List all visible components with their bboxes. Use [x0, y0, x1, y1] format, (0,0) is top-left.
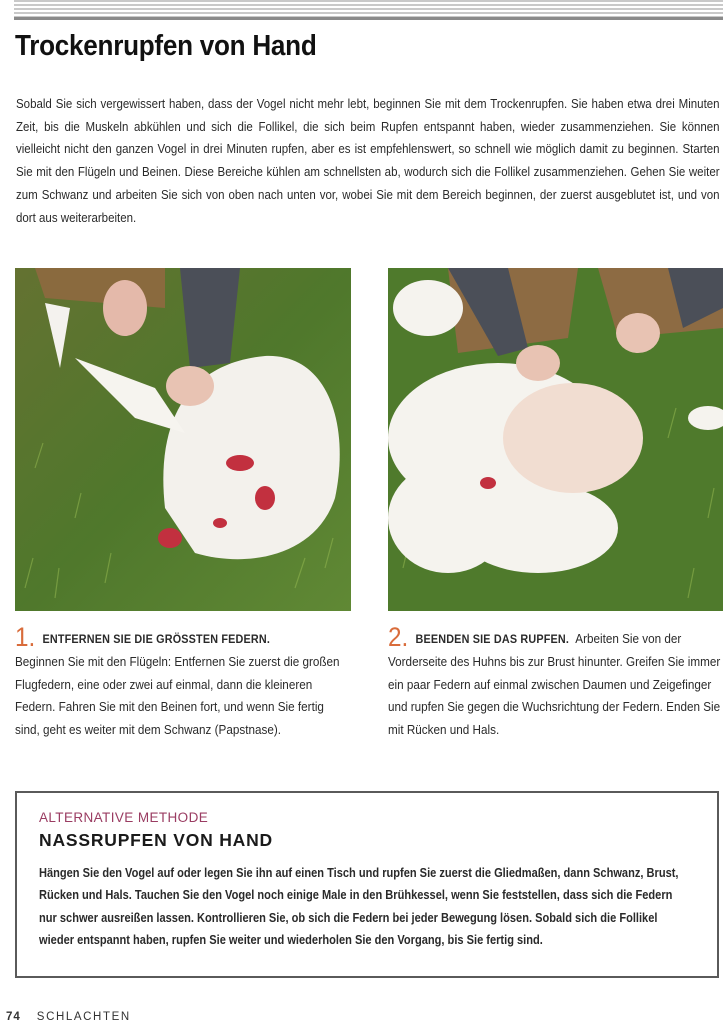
box-text: Hängen Sie den Vogel auf oder legen Sie ihn auf einen Tisch und rupfen Sie zuerst die Gliedmaßen, dann Schwanz, Brust, Rücken und Hals. Tauchen Sie den Vogel noch einige Male in den Brühkessel, wenn Sie feststellen, dass sich die Federn nur schwer ausreißen lassen. Kontrollieren Sie, ob sich die Federn bei jeder Bewegung lösen. Sobald sich die Follikel wieder entspannt haben, rupfen Sie weiter und wiederholen Sie den Vorgang, bis Sie fertig sind. — [39, 866, 679, 948]
intro-paragraph: Sobald Sie sich vergewissert haben, dass der Vogel nicht mehr lebt, beginnen Sie mit dem Trockenrupfen. Sie haben etwa drei Minuten Zeit, bis die Muskeln abkühlen und sich die Follikel, die sich beim Rupfen entspannt haben, wieder zusammenziehen. Sie können vielleicht nicht den ganzen Vogel in drei Minuten rupfen, aber es ist empfehlenswert, so schnell wie möglich damit zu beginnen. Starten Sie mit den Flügeln und Beinen. Diese Bereiche kühlen am schnellsten ab, wodurch sich die Follikel zusammenziehen. Gehen Sie weiter zum Schwanz und arbeiten Sie sich von oben nach unten vor, wobei Sie mit dem Bereich beginnen, der zuerst ausgeblutet ist, und von dort aus weiterarbeiten. — [16, 96, 720, 225]
step-2-heading: BEENDEN SIE DAS RUPFEN. — [415, 632, 570, 646]
step-2-number: 2. — [388, 622, 409, 652]
photo-finishing-plucking — [388, 268, 723, 611]
step-1-heading: ENTFERNEN SIE DIE GRÖSSTEN FEDERN. — [42, 632, 271, 646]
page-number: 74 — [6, 1011, 21, 1023]
step-2 — [388, 622, 724, 742]
box-kicker: ALTERNATIVE METHODE — [39, 810, 209, 825]
step-1-text: Beginnen Sie mit den Flügeln: Entfernen Sie zuerst die großen Flugfedern, eine oder zwei auf einmal, dann die kleineren Federn. Fahren Sie mit den Beinen fort, und wenn Sie fertig sind, geht es weiter mit dem Schwanz (Papstnase). — [15, 653, 340, 738]
box-title: NASSRUPFEN VON HAND — [39, 830, 273, 850]
page-footer — [6, 1011, 131, 1023]
step-1 — [15, 622, 351, 742]
step-2-text: Arbeiten Sie von der Vorderseite des Huhns bis zur Brust hinunter. Greifen Sie immer ein paar Federn auf einmal zwischen Daumen und Zeigefinger und rupfen Sie gegen die Wuchsrichtung der Federn. Enden Sie mit Rücken und Hals. — [388, 631, 721, 738]
page-title: Trockenrupfen von Hand — [15, 30, 317, 62]
header-rule-band — [14, 0, 723, 20]
step-1-number: 1. — [15, 622, 36, 652]
alternative-method-box — [15, 791, 719, 978]
section-name: SCHLACHTEN — [36, 1011, 131, 1023]
photo-plucking-wing — [15, 268, 351, 611]
